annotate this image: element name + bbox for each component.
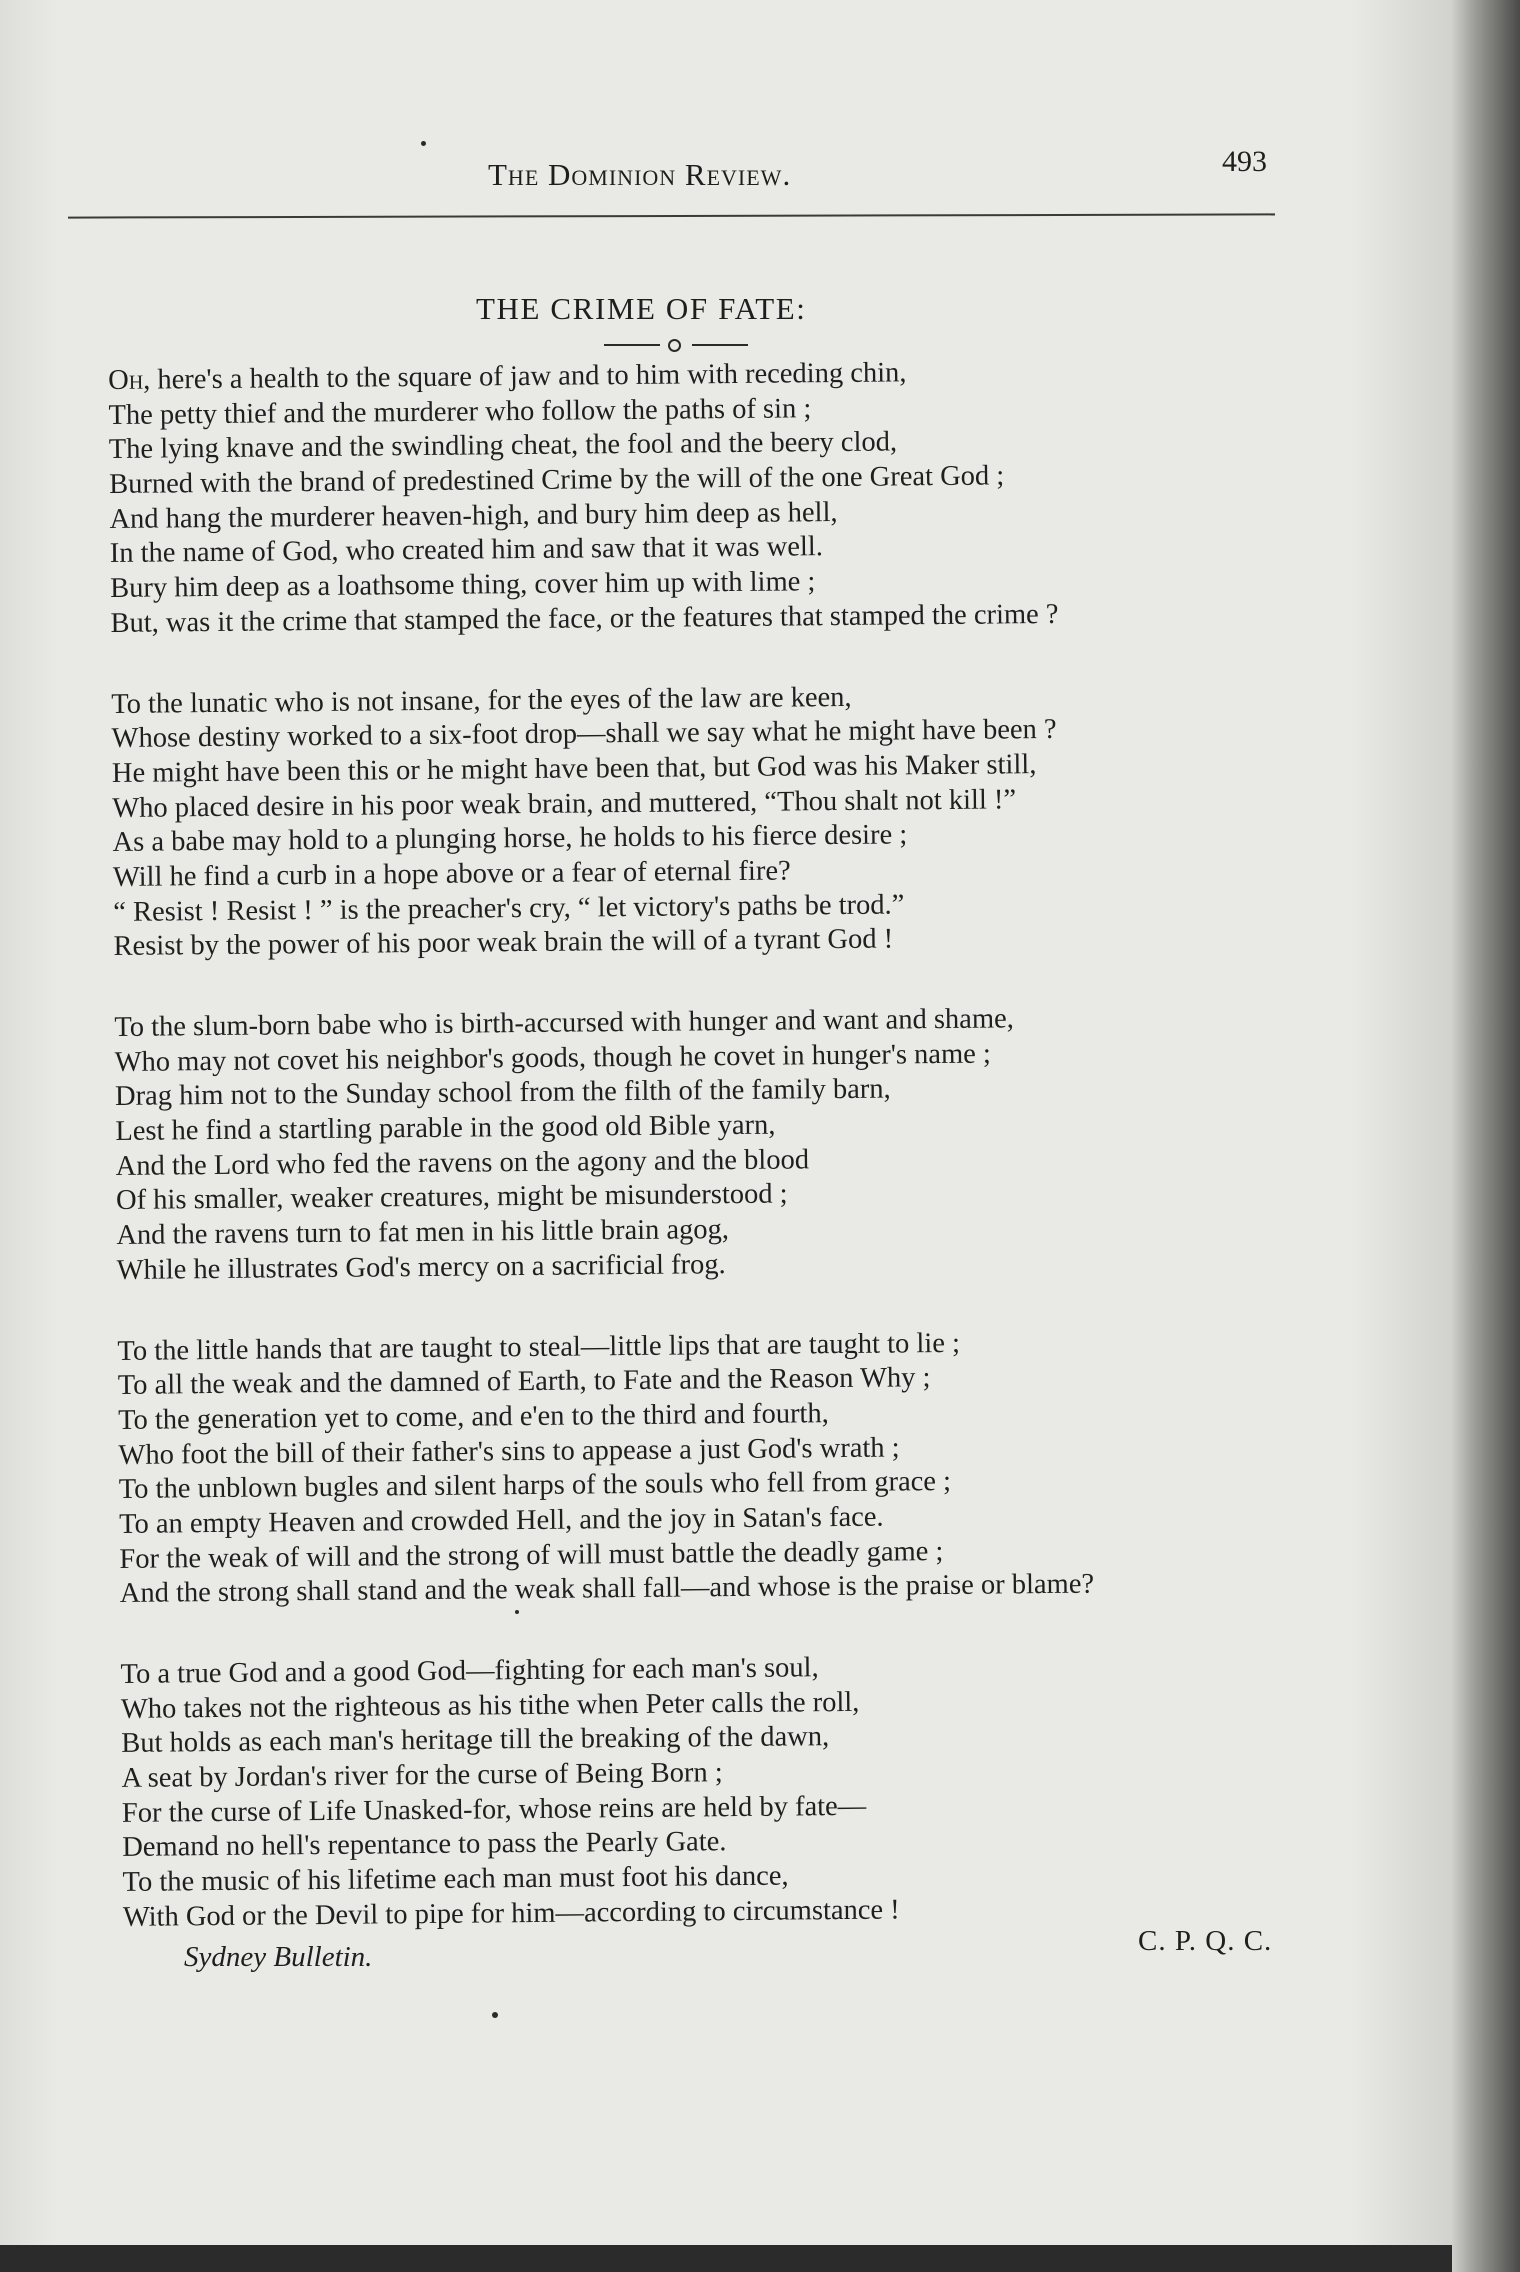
page-number: 493 bbox=[1222, 145, 1267, 178]
poem-line: The petty thief and the murderer who follow the paths of sin ; bbox=[108, 392, 812, 431]
poem-line: “ Resist ! Resist ! ” is the preacher's cry, “ let victory's paths be trod.” bbox=[113, 889, 905, 928]
poem-line: But holds as each man's heritage till the breaking of the dawn, bbox=[121, 1721, 830, 1760]
header-rule bbox=[68, 213, 1275, 218]
ink-speck bbox=[492, 2012, 498, 2018]
source-credit: Sydney Bulletin. bbox=[184, 1941, 373, 1973]
poem-line: To all the weak and the damned of Earth, to Fate and the Reason Why ; bbox=[117, 1362, 931, 1402]
poem-line: He might have been this or he might have been that, but God was his Maker still, bbox=[111, 748, 1037, 789]
poem-line: Demand no hell's repentance to pass the Pearly Gate. bbox=[122, 1826, 727, 1864]
running-title: The Dominion Review. bbox=[488, 157, 792, 192]
poem-line: To the music of his lifetime each man must foot his dance, bbox=[122, 1860, 789, 1899]
poem-line: With God or the Devil to pipe for him—according to circumstance ! bbox=[122, 1894, 900, 1933]
bottom-edge-shadow bbox=[0, 2245, 1452, 2272]
author-initials: C. P. Q. C. bbox=[1138, 1925, 1273, 1957]
poem-line: The lying knave and the swindling cheat, the fool and the beery clod, bbox=[108, 426, 898, 466]
ink-speck bbox=[421, 141, 426, 146]
poem-title: THE CRIME OF FATE: bbox=[476, 291, 807, 326]
poem-line: To the little hands that are taught to steal—little lips that are taught to lie ; bbox=[117, 1327, 961, 1367]
poem-line: Drag him not to the Sunday school from the filth of the family barn, bbox=[114, 1073, 891, 1113]
stanza-4 bbox=[117, 1323, 1360, 1612]
stanza-5 bbox=[120, 1646, 1363, 1935]
stanza-3 bbox=[114, 999, 1357, 1288]
poem-line: Will he find a curb in a hope above or a fear of eternal fire? bbox=[112, 855, 791, 893]
poem-line: Whose destiny worked to a six-foot drop—shall we say what he might have been ? bbox=[111, 714, 1057, 755]
stanza-1 bbox=[108, 352, 1351, 641]
poem-line: Who takes not the righteous as his tithe when Peter calls the roll, bbox=[120, 1686, 860, 1725]
ornament-line-right bbox=[692, 344, 748, 346]
poem-line: In the name of God, who created him and saw that it was well. bbox=[109, 531, 824, 570]
poem-line: Who foot the bill of their father's sins to appease a just God's wrath ; bbox=[118, 1432, 900, 1471]
poem-line: For the weak of will and the strong of will must battle the deadly game ; bbox=[119, 1535, 944, 1575]
poem-line: But, was it the crime that stamped the face, or the features that stamped the crime ? bbox=[110, 598, 1059, 639]
poem-line: To a true God and a good God—fighting for each man's soul, bbox=[120, 1652, 819, 1690]
poem-line: To the generation yet to come, and e'en to the third and fourth, bbox=[117, 1398, 829, 1436]
poem-line: To the unblown bugles and silent harps of the souls who fell from grace ; bbox=[118, 1466, 952, 1506]
poem-line: And hang the murderer heaven-high, and bury him deep as hell, bbox=[109, 496, 838, 535]
poem-first-word: Oh, bbox=[108, 364, 151, 396]
poem-line: And the Lord who fed the ravens on the agony and the blood bbox=[115, 1144, 810, 1182]
poem-line: Lest he find a startling parable in the good old Bible yarn, bbox=[115, 1109, 776, 1148]
poem-line: Who may not covet his neighbor's goods, though he covet in hunger's name ; bbox=[114, 1038, 992, 1078]
poem-body bbox=[108, 352, 1363, 1981]
poem-line: While he illustrates God's mercy on a sacrificial frog. bbox=[116, 1248, 726, 1286]
poem-line: To the slum-born babe who is birth-accursed with hunger and want and shame, bbox=[114, 1003, 1014, 1043]
poem-line: A seat by Jordan's river for the curse of Being Born ; bbox=[121, 1757, 723, 1794]
poem-line: To an empty Heaven and crowded Hell, and the joy in Satan's face. bbox=[118, 1501, 884, 1540]
poem-line: Bury him deep as a loathsome thing, cover him up with lime ; bbox=[110, 566, 816, 605]
poem-line: Who placed desire in his poor weak brain, and muttered, “Thou shalt not kill !” bbox=[112, 783, 1017, 824]
poem-line-text: here's a health to the square of jaw and to him with receding chin, bbox=[157, 357, 907, 396]
title-ornament bbox=[604, 336, 748, 354]
poem-line: And the strong shall stand and the weak shall fall—and whose is the praise or blame? bbox=[119, 1568, 1095, 1610]
poem-line: Resist by the power of his poor weak brain the will of a tyrant God ! bbox=[113, 923, 894, 963]
ornament-circle bbox=[668, 339, 681, 352]
poem-line: As a babe may hold to a plunging horse, he holds to his fierce desire ; bbox=[112, 819, 908, 859]
stanza-2 bbox=[111, 676, 1354, 965]
poem-line: Burned with the brand of predestined Crime by the will of the one Great God ; bbox=[109, 460, 1005, 501]
poem-line: For the curse of Life Unasked-for, whose reins are held by fate— bbox=[121, 1790, 867, 1829]
ornament-line-left bbox=[604, 344, 660, 346]
page-edge-shadow bbox=[1452, 0, 1520, 2272]
poem-line: To the lunatic who is not insane, for the eyes of the law are keen, bbox=[111, 681, 852, 720]
poem-line: And the ravens turn to fat men in his little brain agog, bbox=[116, 1214, 730, 1252]
poem-line: Of his smaller, weaker creatures, might be misunderstood ; bbox=[115, 1178, 788, 1217]
